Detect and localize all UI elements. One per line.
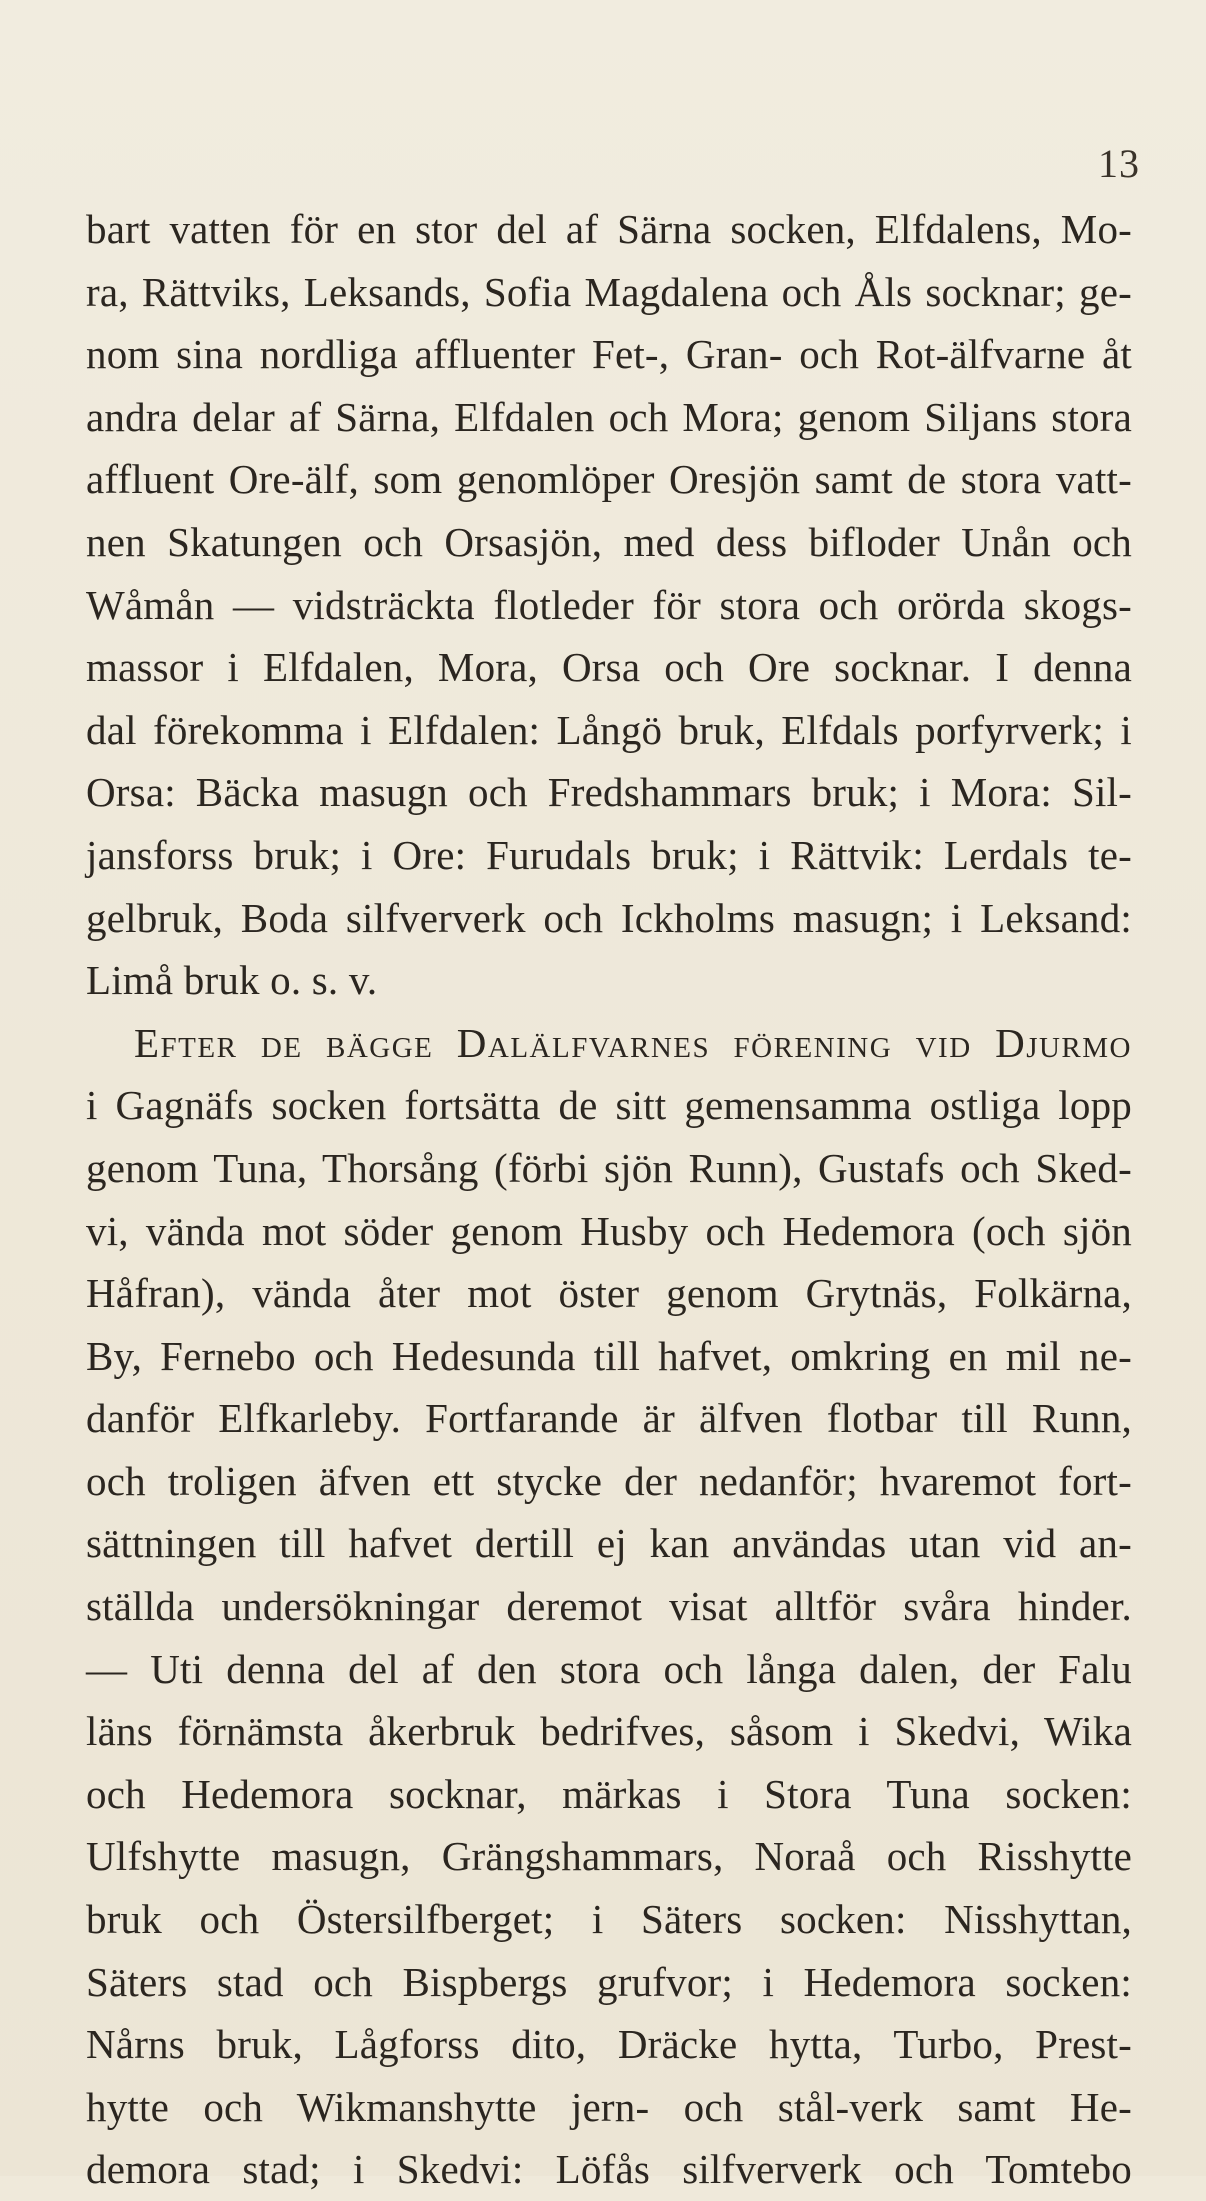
text-line: Håfran), vända åter mot öster genom Grytnäs, Folkärna, [86,1270,1132,1317]
text-line: läns förnämsta åkerbruk bedrifves, såsom i Skedvi, Wika [86,1708,1132,1755]
text-line: Säters stad och Bispbergs grufvor; i Hedemora socken: [86,1958,1132,2005]
paragraph-end-line: Limå bruk o. s. v. [86,957,378,1004]
text-line: Wåmån — vidsträckta flotleder för stora och orörda skogs- [86,581,1132,628]
text-line: affluent Ore-älf, som genomlöper Oresjön samt de stora vatt- [86,456,1132,503]
text-line: vi, vända mot söder genom Husby och Hedemora (och sjön [86,1207,1132,1254]
text-line: andra delar af Särna, Elfdalen och Mora; genom Siljans stora [86,393,1132,440]
text-line: Ulfshytte masugn, Grängshammars, Noraå och Risshytte [86,1833,1132,1880]
text-line: gelbruk, Boda silfververk och Ickholms masugn; i Leksand: [86,894,1132,941]
text-line: Orsa: Bäcka masugn och Fredshammars bruk; i Mora: Sil- [86,769,1132,816]
text-line: bruk och Östersilfberget; i Säters socken: Nisshyttan, [86,1896,1132,1943]
text-line: jansforss bruk; i Ore: Furudals bruk; i Rättvik: Lerdals te- [86,831,1132,878]
text-line: i Gagnäfs socken fortsätta de sitt gemensamma ostliga lopp [86,1082,1132,1129]
text-line: ra, Rättviks, Leksands, Sofia Magdalena och Åls socknar; ge- [86,268,1132,315]
section-opening-line: Efter de bägge Dalälfvarnes förening vid Djurmo [134,1019,1132,1066]
text-line: hytte och Wikmanshytte jern- och stål-verk samt He- [86,2083,1132,2130]
text-line: demora stad; i Skedvi: Löfås silfververk och Tomtebo [86,2146,1132,2193]
text-line: By, Fernebo och Hedesunda till hafvet, omkring en mil ne- [86,1332,1132,1379]
text-line: nom sina nordliga affluenter Fet-, Gran- och Rot-älfvarne åt [86,331,1132,378]
text-line: sättningen till hafvet dertill ej kan användas utan vid an- [86,1520,1132,1567]
text-line: genom Tuna, Thorsång (förbi sjön Runn), Gustafs och Sked- [86,1144,1132,1191]
text-line: ställda undersökningar deremot visat alltför svåra hinder. [86,1583,1132,1630]
text-line: danför Elfkarleby. Fortfarande är älfven flotbar till Runn, [86,1395,1132,1442]
text-line: och Hedemora socknar, märkas i Stora Tuna socken: [86,1770,1132,1817]
text-line: massor i Elfdalen, Mora, Orsa och Ore socknar. I denna [86,644,1132,691]
text-line: — Uti denna del af den stora och långa dalen, der Falu [86,1645,1132,1692]
page-number: 13 [1098,141,1140,186]
text-line: bart vatten för en stor del af Särna socken, Elfdalens, Mo- [86,206,1132,252]
text-line: Nårns bruk, Lågforss dito, Dräcke hytta, Turbo, Prest- [86,2021,1132,2068]
text-line: och troligen äfven ett stycke der nedanför; hvaremot fort- [86,1457,1132,1504]
text-line: dal förekomma i Elfdalen: Långö bruk, Elfdals porfyrverk; i [86,706,1132,753]
text-line: nen Skatungen och Orsasjön, med dess bifloder Unån och [86,518,1132,565]
body-text [86,198,1132,2201]
